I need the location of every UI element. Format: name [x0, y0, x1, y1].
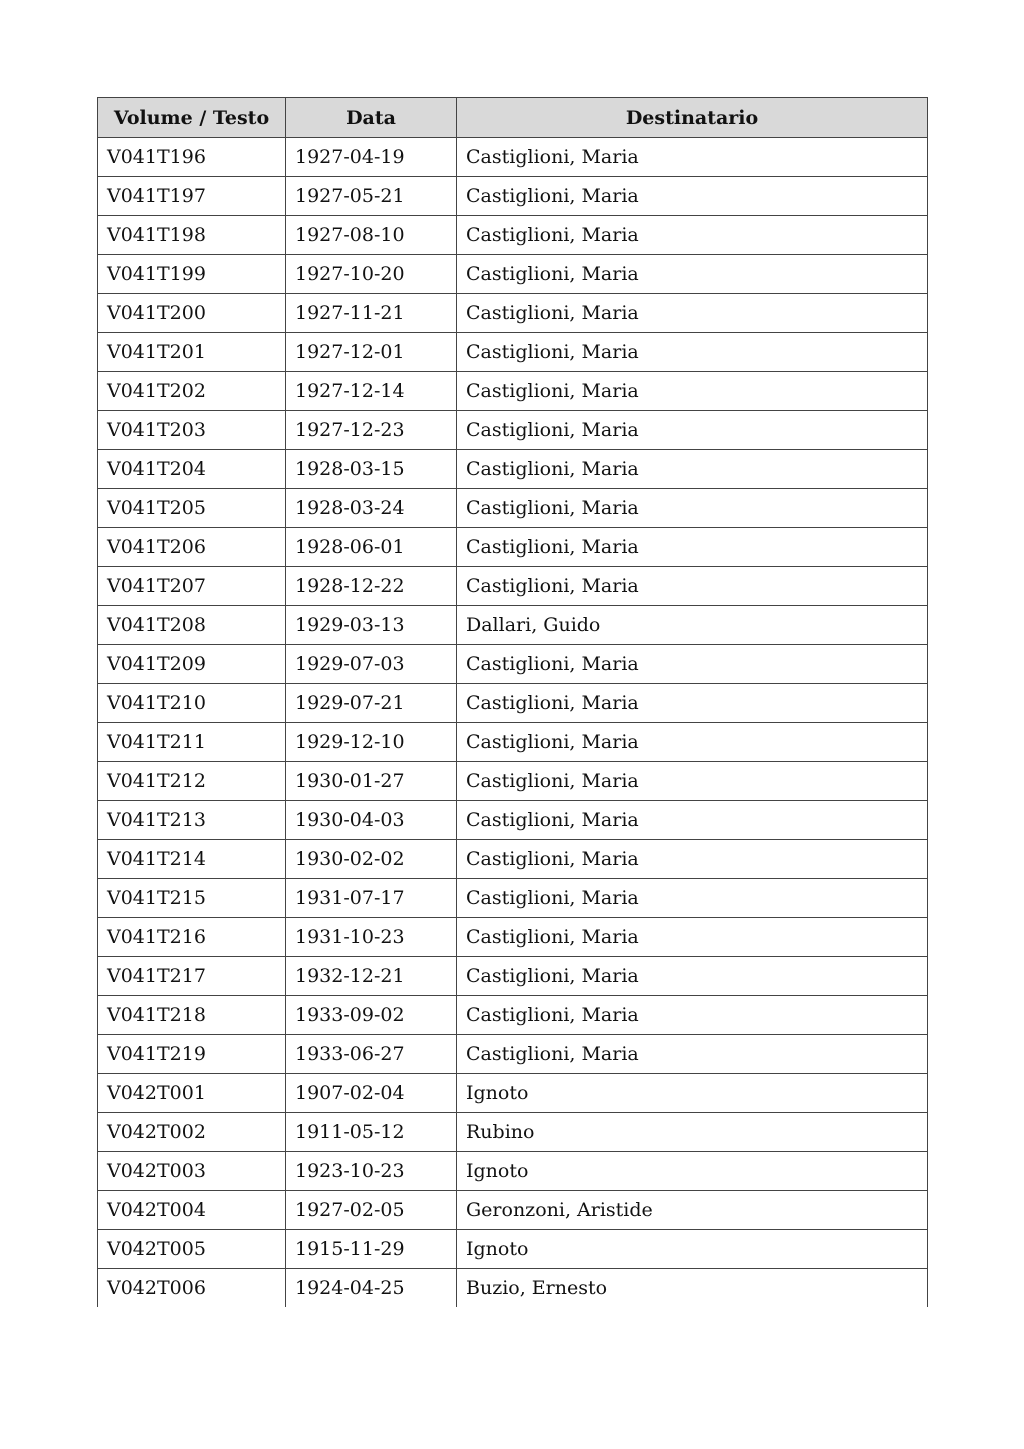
cell-volume-testo: V042T001 [98, 1074, 286, 1113]
cell-destinatario: Buzio, Ernesto [457, 1269, 928, 1308]
table-row [98, 762, 928, 801]
cell-volume-testo: V042T003 [98, 1152, 286, 1191]
table-row [98, 957, 928, 996]
table-row [98, 1113, 928, 1152]
cell-volume-testo: V041T211 [98, 723, 286, 762]
cell-volume-testo: V041T197 [98, 177, 286, 216]
cell-destinatario: Castiglioni, Maria [457, 762, 928, 801]
cell-volume-testo: V041T198 [98, 216, 286, 255]
table-row [98, 411, 928, 450]
table-row [98, 723, 928, 762]
cell-volume-testo: V041T205 [98, 489, 286, 528]
cell-volume-testo: V041T213 [98, 801, 286, 840]
cell-destinatario: Castiglioni, Maria [457, 138, 928, 177]
table-row [98, 879, 928, 918]
header-data: Data [286, 98, 457, 138]
cell-volume-testo: V042T005 [98, 1230, 286, 1269]
cell-destinatario: Castiglioni, Maria [457, 294, 928, 333]
cell-volume-testo: V042T002 [98, 1113, 286, 1152]
table-row [98, 294, 928, 333]
cell-volume-testo: V041T199 [98, 255, 286, 294]
cell-data: 1928-03-24 [286, 489, 457, 528]
table-row [98, 1074, 928, 1113]
letters-table [97, 97, 928, 1307]
cell-data: 1927-12-01 [286, 333, 457, 372]
table-row [98, 177, 928, 216]
cell-data: 1927-12-14 [286, 372, 457, 411]
table-row [98, 684, 928, 723]
cell-data: 1933-09-02 [286, 996, 457, 1035]
cell-destinatario: Rubino [457, 1113, 928, 1152]
cell-destinatario: Castiglioni, Maria [457, 723, 928, 762]
cell-volume-testo: V041T212 [98, 762, 286, 801]
cell-data: 1927-05-21 [286, 177, 457, 216]
cell-data: 1929-07-03 [286, 645, 457, 684]
cell-data: 1911-05-12 [286, 1113, 457, 1152]
cell-destinatario: Castiglioni, Maria [457, 489, 928, 528]
table-row [98, 216, 928, 255]
cell-destinatario: Geronzoni, Aristide [457, 1191, 928, 1230]
table-row [98, 1269, 928, 1308]
cell-volume-testo: V041T216 [98, 918, 286, 957]
cell-volume-testo: V041T214 [98, 840, 286, 879]
cell-data: 1930-01-27 [286, 762, 457, 801]
cell-volume-testo: V041T196 [98, 138, 286, 177]
cell-volume-testo: V041T208 [98, 606, 286, 645]
cell-destinatario: Castiglioni, Maria [457, 177, 928, 216]
table-row [98, 801, 928, 840]
cell-data: 1931-10-23 [286, 918, 457, 957]
cell-data: 1928-06-01 [286, 528, 457, 567]
cell-destinatario: Castiglioni, Maria [457, 528, 928, 567]
cell-volume-testo: V041T200 [98, 294, 286, 333]
cell-destinatario: Castiglioni, Maria [457, 1035, 928, 1074]
cell-data: 1931-07-17 [286, 879, 457, 918]
table-row [98, 489, 928, 528]
table-row [98, 606, 928, 645]
cell-volume-testo: V041T207 [98, 567, 286, 606]
cell-destinatario: Castiglioni, Maria [457, 411, 928, 450]
cell-destinatario: Castiglioni, Maria [457, 957, 928, 996]
table-row [98, 372, 928, 411]
cell-data: 1928-03-15 [286, 450, 457, 489]
cell-data: 1927-04-19 [286, 138, 457, 177]
cell-destinatario: Ignoto [457, 1152, 928, 1191]
cell-volume-testo: V041T210 [98, 684, 286, 723]
cell-data: 1923-10-23 [286, 1152, 457, 1191]
table-header-row [98, 98, 928, 138]
table-row [98, 450, 928, 489]
table-row [98, 1191, 928, 1230]
header-destinatario: Destinatario [457, 98, 928, 138]
cell-destinatario: Ignoto [457, 1074, 928, 1113]
cell-data: 1927-10-20 [286, 255, 457, 294]
table-row [98, 1035, 928, 1074]
cell-destinatario: Castiglioni, Maria [457, 645, 928, 684]
cell-volume-testo: V041T202 [98, 372, 286, 411]
table-row [98, 645, 928, 684]
cell-destinatario: Castiglioni, Maria [457, 879, 928, 918]
cell-destinatario: Castiglioni, Maria [457, 216, 928, 255]
table-row [98, 255, 928, 294]
cell-volume-testo: V041T204 [98, 450, 286, 489]
table-row [98, 1230, 928, 1269]
cell-destinatario: Castiglioni, Maria [457, 684, 928, 723]
cell-destinatario: Castiglioni, Maria [457, 450, 928, 489]
table-row [98, 567, 928, 606]
cell-data: 1927-08-10 [286, 216, 457, 255]
cell-volume-testo: V041T203 [98, 411, 286, 450]
cell-volume-testo: V041T209 [98, 645, 286, 684]
cell-data: 1929-07-21 [286, 684, 457, 723]
cell-destinatario: Castiglioni, Maria [457, 333, 928, 372]
cell-volume-testo: V042T006 [98, 1269, 286, 1308]
cell-volume-testo: V041T206 [98, 528, 286, 567]
cell-volume-testo: V041T219 [98, 1035, 286, 1074]
cell-data: 1927-11-21 [286, 294, 457, 333]
cell-data: 1915-11-29 [286, 1230, 457, 1269]
cell-data: 1927-02-05 [286, 1191, 457, 1230]
table-row [98, 333, 928, 372]
cell-data: 1932-12-21 [286, 957, 457, 996]
table-body [98, 138, 928, 1308]
cell-data: 1928-12-22 [286, 567, 457, 606]
cell-data: 1930-02-02 [286, 840, 457, 879]
cell-volume-testo: V042T004 [98, 1191, 286, 1230]
cell-data: 1929-03-13 [286, 606, 457, 645]
cell-destinatario: Ignoto [457, 1230, 928, 1269]
cell-destinatario: Castiglioni, Maria [457, 918, 928, 957]
cell-data: 1924-04-25 [286, 1269, 457, 1308]
cell-volume-testo: V041T218 [98, 996, 286, 1035]
table-row [98, 918, 928, 957]
header-volume-testo: Volume / Testo [98, 98, 286, 138]
cell-destinatario: Castiglioni, Maria [457, 996, 928, 1035]
table-row [98, 138, 928, 177]
cell-data: 1907-02-04 [286, 1074, 457, 1113]
table-row [98, 1152, 928, 1191]
cell-destinatario: Castiglioni, Maria [457, 567, 928, 606]
cell-data: 1927-12-23 [286, 411, 457, 450]
cell-volume-testo: V041T215 [98, 879, 286, 918]
table-row [98, 996, 928, 1035]
cell-data: 1929-12-10 [286, 723, 457, 762]
cell-volume-testo: V041T201 [98, 333, 286, 372]
cell-destinatario: Castiglioni, Maria [457, 255, 928, 294]
cell-destinatario: Castiglioni, Maria [457, 372, 928, 411]
table-row [98, 840, 928, 879]
table-row [98, 528, 928, 567]
cell-data: 1933-06-27 [286, 1035, 457, 1074]
cell-destinatario: Dallari, Guido [457, 606, 928, 645]
cell-data: 1930-04-03 [286, 801, 457, 840]
cell-destinatario: Castiglioni, Maria [457, 840, 928, 879]
cell-volume-testo: V041T217 [98, 957, 286, 996]
cell-destinatario: Castiglioni, Maria [457, 801, 928, 840]
